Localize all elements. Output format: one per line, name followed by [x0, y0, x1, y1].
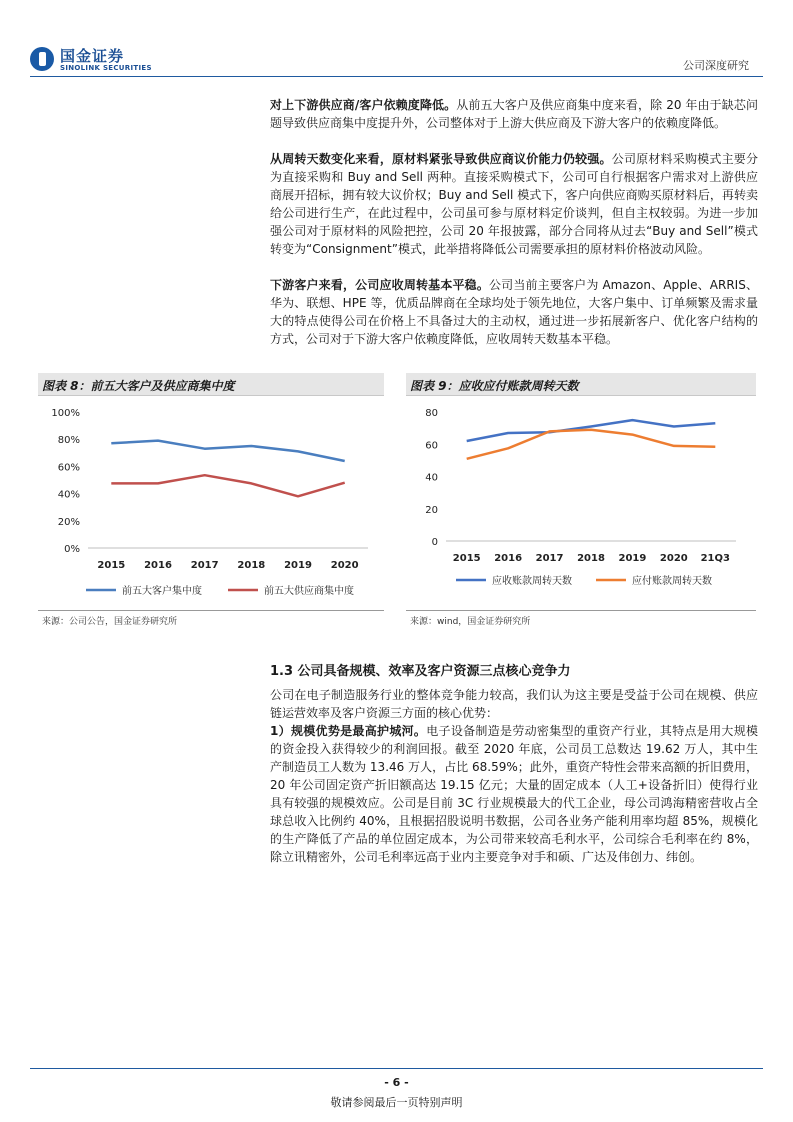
- figure9-divider: [406, 610, 756, 611]
- y-tick-label: 40: [425, 472, 438, 484]
- x-tick-label: 2015: [97, 560, 126, 571]
- paragraph-lead: 下游客户来看，公司应收周转基本平稳。: [270, 278, 489, 292]
- x-tick-label: 2019: [618, 553, 647, 564]
- footer-divider: [30, 1068, 763, 1069]
- legend-label: 前五大供应商集中度: [264, 586, 354, 597]
- x-tick-label: 2018: [577, 553, 605, 564]
- legend-label: 前五大客户集中度: [122, 586, 202, 597]
- paragraph-turnover: [270, 150, 758, 258]
- paragraph-lead: 对上下游供应商/客户依赖度降低。: [270, 98, 457, 112]
- x-tick-label: 2017: [190, 560, 219, 571]
- series-line-2: [111, 475, 344, 496]
- figure9-chart: [406, 398, 756, 606]
- series-line-1: [111, 441, 344, 461]
- x-tick-label: 21Q3: [700, 553, 730, 564]
- section-heading: 1.3 公司具备规模、效率及客户资源三点核心竞争力: [270, 664, 571, 679]
- x-tick-label: 2015: [452, 553, 481, 564]
- point-lead: 1）规模优势是最高护城河。: [270, 724, 427, 738]
- figure9-title: 图表 9：应收应付账款周转天数: [410, 379, 579, 393]
- figure8-divider: [38, 610, 384, 611]
- disclaimer-note: 敬请参阅最后一页特别声明: [330, 1096, 463, 1109]
- legend-label: 应收账款周转天数: [492, 576, 572, 587]
- paragraph-body: 从前五大客户及供应商集中度来看，除 20 年由于缺芯问题导致供应商集中度提升外，公司整体对于上游大供应商及下游大客户的依赖度降低。: [270, 98, 758, 130]
- x-tick-label: 2016: [144, 560, 172, 571]
- x-tick-label: 2017: [535, 553, 564, 564]
- section-intro: 公司在电子制造服务行业的整体竞争能力较高，我们认为这主要是受益于公司在规模、供应链运营效率及客户资源三方面的核心优势：: [270, 688, 758, 720]
- company-logo-icon: [30, 47, 54, 71]
- logo-name-cn: 国金证券: [60, 47, 125, 65]
- y-tick-label: 20%: [57, 516, 80, 528]
- x-tick-label: 2020: [659, 553, 688, 564]
- x-tick-label: 2020: [330, 560, 359, 571]
- y-tick-label: 80: [425, 408, 438, 419]
- y-tick-label: 100%: [51, 408, 80, 419]
- y-tick-label: 20: [425, 504, 438, 516]
- figure8-chart: [38, 398, 384, 606]
- y-tick-label: 0%: [64, 544, 80, 555]
- figure8-title: 图表 8：前五大客户及供应商集中度: [42, 379, 235, 393]
- y-tick-label: 40%: [57, 489, 80, 501]
- x-tick-label: 2019: [284, 560, 312, 571]
- logo-name-en: SINOLINK SECURITIES: [60, 64, 152, 72]
- figure8-source: 来源：公司公告，国金证券研究所: [42, 617, 178, 627]
- x-tick-label: 2016: [494, 553, 523, 564]
- paragraph-dependency: [270, 96, 758, 132]
- y-tick-label: 0: [431, 537, 438, 548]
- paragraph-body: 公司当前主要客户为 Amazon、Apple、ARRIS、华为、联想、HPE 等，优质品牌商在全球均处于领先地位，大客户集中、订单频繁及需求量大的特点使得公司在价格上不具备过大的主动权，通过进一步拓展新客户、优化客户结构的方式，公司对于下游大客户依赖度降低，应收周转天数基本平稳。: [270, 278, 759, 346]
- y-tick-label: 80%: [57, 435, 80, 447]
- y-tick-label: 60: [425, 440, 438, 452]
- point-body: 电子设备制造是劳动密集型的重资产行业，其特点是用大规模的资金投入获得较少的利润回报。截至 2020 年底，公司员工总数达 19.62 万人，其中生产制造员工人数为 13.46 万人，占比 68.59%；此外，重资产特性会带来高额的折旧费用，20 年公司固定资产折旧额高达 19.15 亿元；大量的固定成本（人工+设备折旧）使得行业具有较强的规模效应。公司是目前 3C 行业规模最大的代工企业，母公司鸿海精密营收占全球总收入比例约 40%，且根据招股说明书数据，公司各业务产能利用率均超 85%，规模化的生产降低了产品的单位固定成本，为公司带来较高毛利水平，公司综合毛利率在约 8%，除立讯精密外，公司毛利率远高于业内主要竞争对手和硕、广达及伟创力、纬创。: [270, 724, 758, 864]
- figure9-source: 来源：wind，国金证券研究所: [410, 617, 531, 627]
- x-tick-label: 2018: [237, 560, 266, 571]
- page-number: - 6 -: [384, 1076, 409, 1089]
- y-tick-label: 60%: [57, 462, 80, 474]
- legend-label: 应付账款周转天数: [632, 576, 712, 587]
- paragraph-customers: [270, 276, 758, 348]
- paragraph-lead: 从周转天数变化来看，原材料紧张导致供应商议价能力仍较强。: [270, 152, 612, 166]
- header-divider: [30, 76, 763, 77]
- paragraph-body: 公司原材料采购模式主要分为直接采购和 Buy and Sell 两种。直接采购模式下，公司可自行根据客户需求对上游供应商展开招标，拥有较大议价权；Buy and Sell 模式下，客户向供应商购买原材料后，再转卖给公司进行生产，在此过程中，公司虽可参与原材料定价谈判，但自主权较弱。为进一步加强公司对于原材料的风险把控，公司 20 年报披露，部分合同将从过去“Buy and Sell”模式转变为“Consignment”模式，此举措将降低公司需要承担的原材料价格波动风险。: [270, 152, 758, 256]
- document-type: 公司深度研究: [683, 59, 749, 72]
- section-point-1: [270, 722, 758, 866]
